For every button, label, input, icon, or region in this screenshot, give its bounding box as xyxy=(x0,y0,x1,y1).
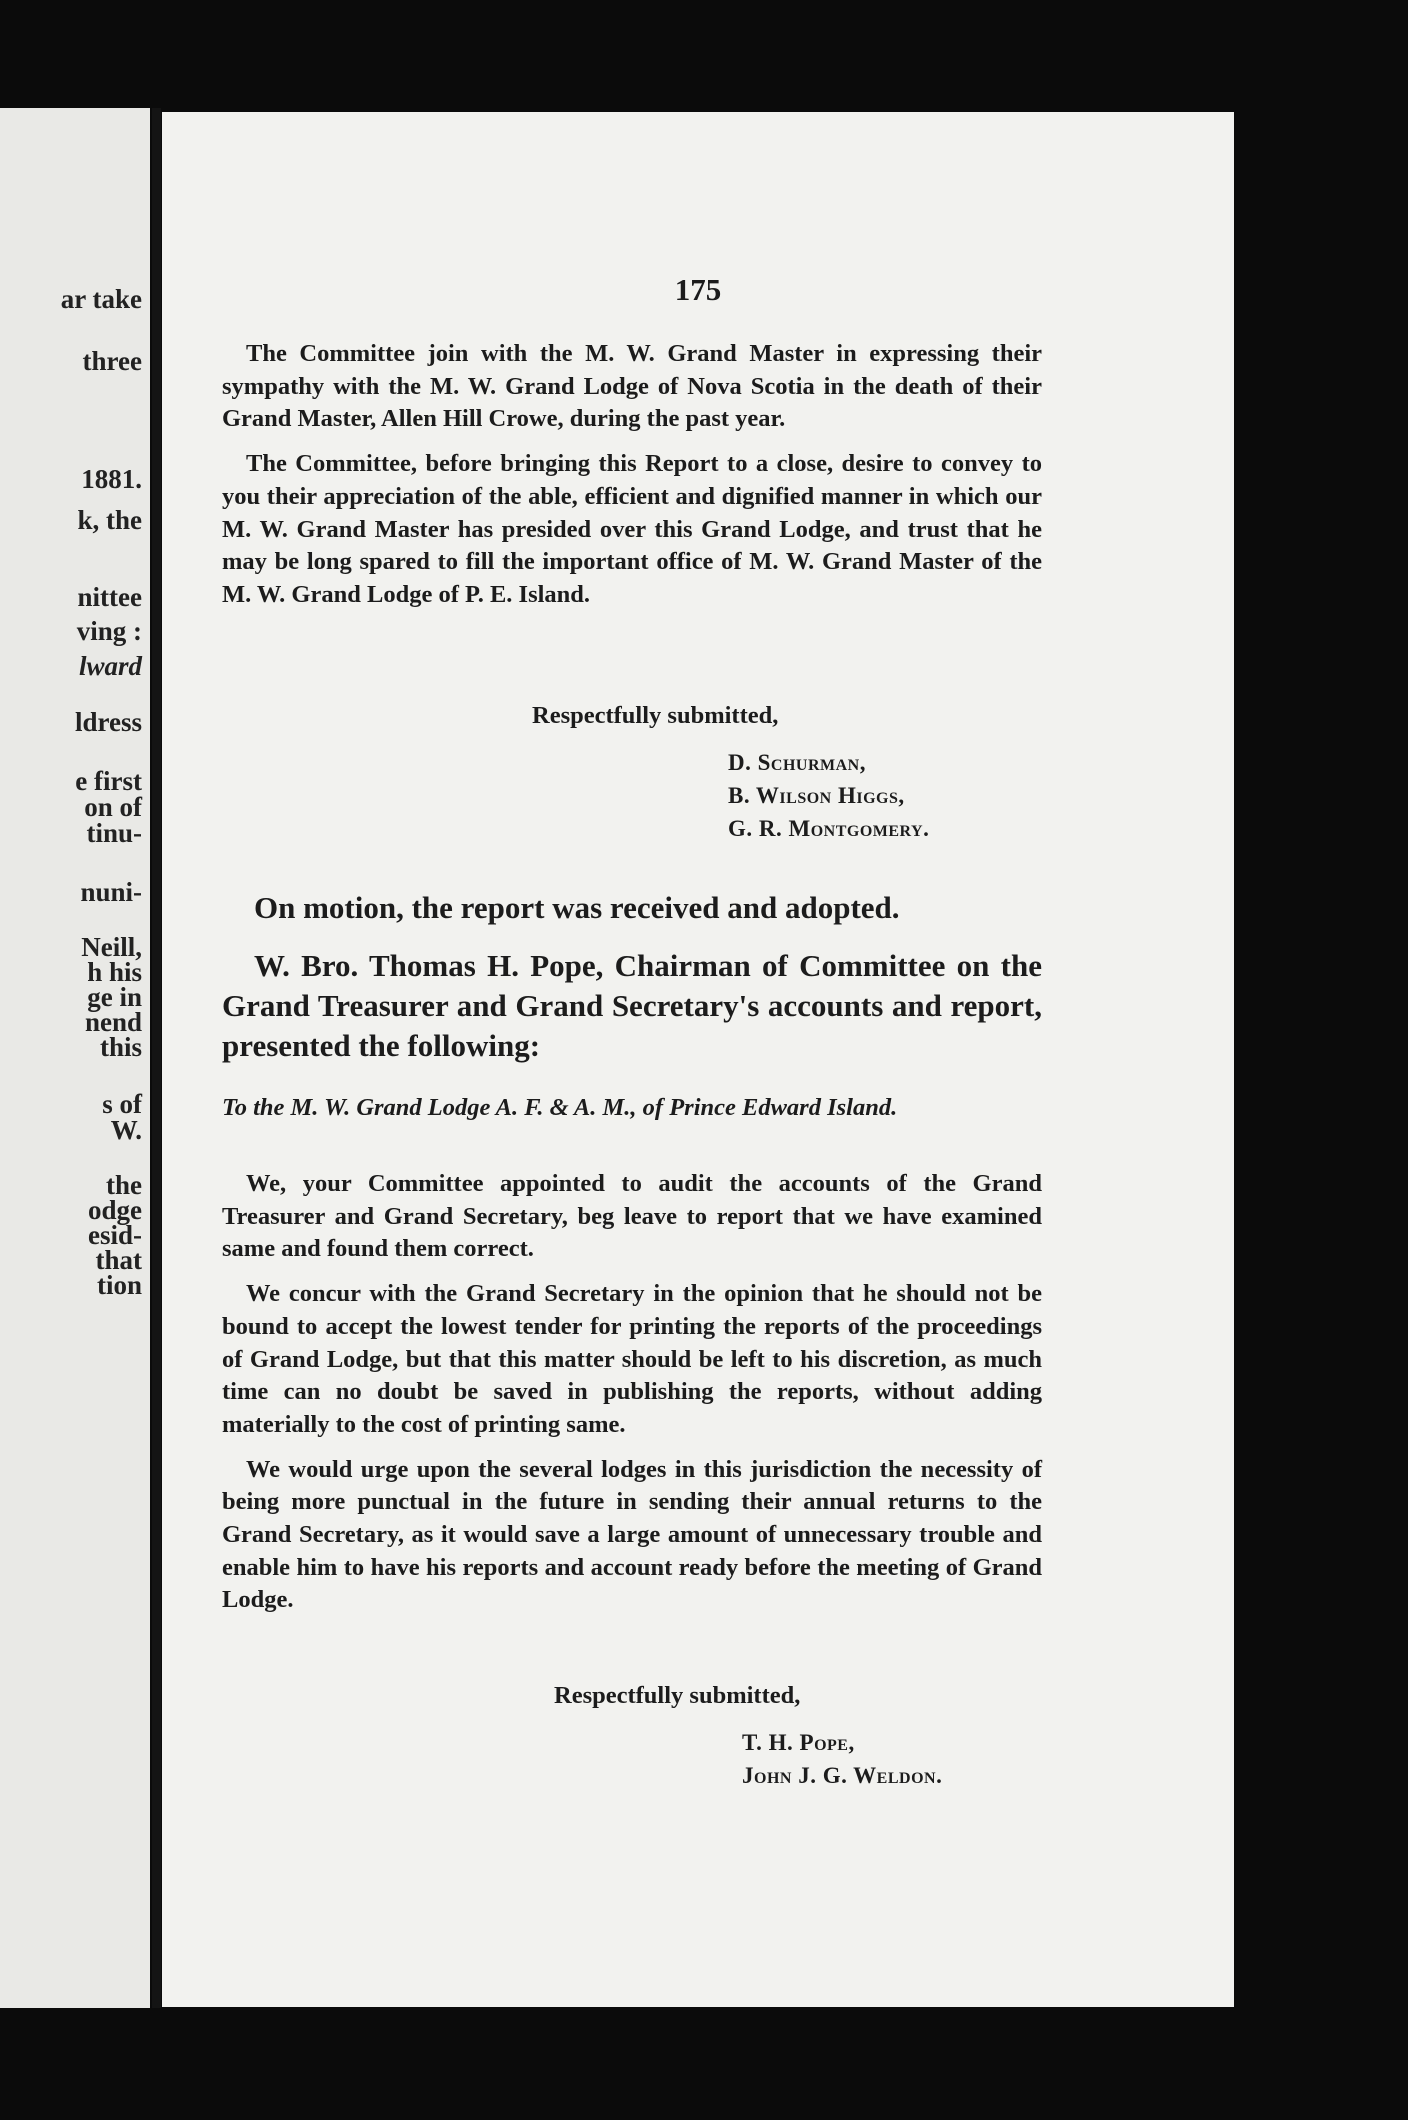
pope-presentation: W. Bro. Thomas H. Pope, Chairman of Committee on the Grand Treasurer and Grand Secretary's accounts and report, presented the following: xyxy=(222,948,1042,1063)
signature-block-2 xyxy=(742,1726,942,1792)
respectfully-submitted-1: Respectfully submitted, xyxy=(532,702,779,729)
returns-paragraph: We would urge upon the several lodges in this jurisdiction the necessity of being more punctual in the future in sending their annual returns to the Grand Secretary, as it would save a large amount of unnecessary trouble and enable him to have his reports and account ready before the meeting of Grand Lodge. xyxy=(222,1455,1042,1614)
address-heading: To the M. W. Grand Lodge A. F. & A. M., of Prince Edward Island. xyxy=(222,1094,898,1121)
facing-page-fragment: on of xyxy=(84,792,142,822)
signature-higgs: B. Wilson Higgs, xyxy=(728,783,905,808)
facing-page-fragment: odge xyxy=(88,1195,142,1225)
respectfully-submitted-2: Respectfully submitted, xyxy=(554,1682,801,1709)
tender-paragraph: We concur with the Grand Secretary in the opinion that he should not be bound to accept the lowest tender for printing the reports of the proceedings of Grand Lodge, but that this matter should be left to his discretion, as much time can no doubt be saved in publishing the reports, without adding materially to the cost of printing same. xyxy=(222,1280,1042,1438)
signature-weldon: John J. G. Weldon. xyxy=(742,1763,943,1788)
signature-montgomery: G. R. Montgomery. xyxy=(728,816,930,841)
facing-page-fragment: Neill, xyxy=(81,932,142,962)
facing-page-fragment: ving : xyxy=(76,616,142,646)
page-number: 175 xyxy=(674,272,722,307)
facing-page-fragment: 1881. xyxy=(81,464,142,494)
facing-page-fragment: k, the xyxy=(77,505,142,535)
facing-page-fragment: s of xyxy=(102,1089,142,1119)
facing-page-fragment: ar take xyxy=(60,284,142,314)
audit-paragraph: We, your Committee appointed to audit the accounts of the Grand Treasurer and Grand Secretary, beg leave to report that we have examined same and found them correct. xyxy=(222,1170,1042,1263)
facing-page-fragment: h his xyxy=(87,957,142,987)
signature-pope: T. H. Pope, xyxy=(742,1730,855,1755)
facing-page-fragment: ge in xyxy=(87,982,142,1012)
appreciation-paragraph: The Committee, before bringing this Report to a close, desire to convey to you their appreciation of the able, efficient and dignified manner in which our M. W. Grand Master has presided over this Grand Lodge, and trust that he may be long spared to fill the important office of M. W. Grand Master of the M. W. Grand Lodge of P. E. Island. xyxy=(222,450,1042,608)
sympathy-paragraph: The Committee join with the M. W. Grand Master in expressing their sympathy with the M. W. Grand Lodge of Nova Scotia in the death of their Grand Master, Allen Hill Crowe, during the past year. xyxy=(222,340,1042,433)
facing-page-fragment: esid- xyxy=(88,1220,142,1250)
facing-page-fragment: that xyxy=(95,1245,142,1275)
facing-page-fragment: ldress xyxy=(74,707,142,737)
facing-page-fragment: this xyxy=(99,1032,142,1062)
facing-page-fragment: e first xyxy=(75,766,142,796)
signature-schurman: D. Schurman, xyxy=(728,750,866,775)
committee-report-text xyxy=(222,338,1042,612)
facing-page-fragment: lward xyxy=(78,651,142,681)
facing-page-fragment: nuni- xyxy=(80,877,142,907)
motion-adopted: On motion, the report was received and adopted. xyxy=(254,890,900,925)
facing-page-fragment: tinu- xyxy=(86,818,142,848)
facing-page-fragment: tion xyxy=(96,1270,142,1300)
facing-page-fragment: the xyxy=(106,1170,142,1200)
audit-report-text xyxy=(222,1168,1042,1617)
facing-page-fragment: nittee xyxy=(77,582,142,612)
gutter-rule xyxy=(152,108,161,2008)
facing-page-edge xyxy=(0,108,150,2008)
facing-page-fragment: W. xyxy=(110,1115,142,1145)
signature-block-1 xyxy=(728,746,929,845)
facing-page-fragment: three xyxy=(82,346,142,376)
facing-page-fragment: nend xyxy=(84,1007,142,1037)
motion-section xyxy=(222,888,1042,1066)
book-page xyxy=(162,112,1234,2007)
